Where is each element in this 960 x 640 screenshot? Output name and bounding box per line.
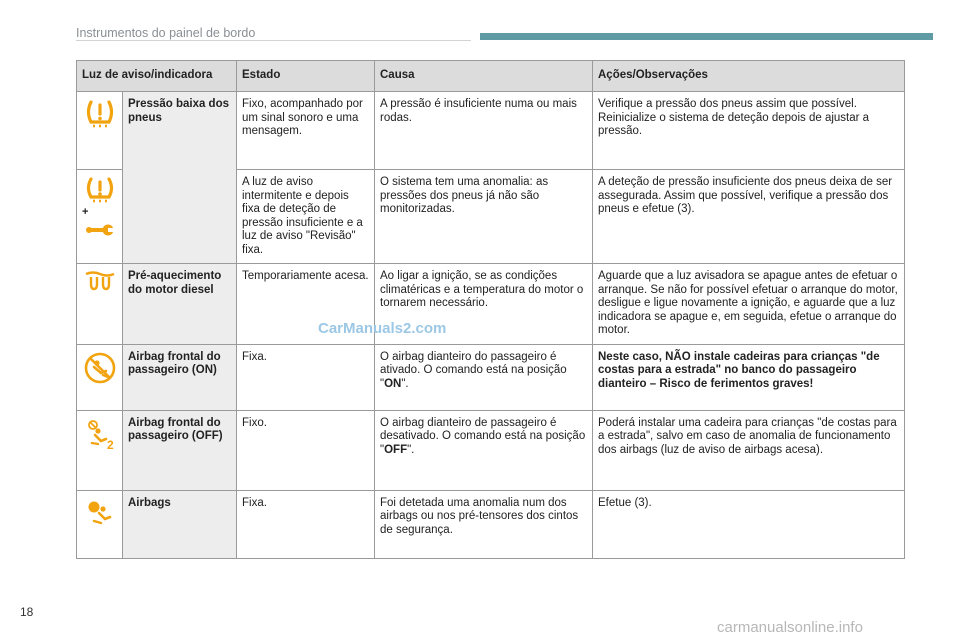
plus-sign: + bbox=[82, 206, 89, 218]
icon-cell bbox=[77, 490, 123, 558]
table-row bbox=[77, 92, 905, 170]
passenger-airbag-on-icon bbox=[83, 351, 117, 385]
tyre-pressure-warning-icon bbox=[83, 176, 117, 204]
warning-name: Airbag frontal do passageiro (ON) bbox=[123, 344, 237, 410]
tyre-pressure-warning-icon bbox=[83, 98, 117, 130]
table-row bbox=[77, 344, 905, 410]
icon-cell bbox=[77, 170, 123, 264]
cause-cell: Foi detetada uma anomalia num dos airbags ou nos pré-tensores dos cintos de segurança. bbox=[375, 490, 593, 558]
column-header-actions: Ações/Observações bbox=[593, 61, 905, 92]
action-cell: Neste caso, NÃO instale cadeiras para crianças "de costas para a estrada" no banco do passageiro dianteiro – Risco de ferimentos graves! bbox=[593, 344, 905, 410]
icon-cell bbox=[77, 92, 123, 170]
page-number: 18 bbox=[20, 605, 34, 619]
cause-text-end: ". bbox=[401, 377, 409, 390]
cause-text: O airbag dianteiro do passageiro é ativado. O comando está na posição " bbox=[380, 350, 567, 390]
state-cell: A luz de aviso intermitente e depois fixa de deteção de pressão insuficiente e a luz de aviso "Revisão" fixa. bbox=[237, 170, 375, 264]
column-header-cause: Causa bbox=[375, 61, 593, 92]
state-cell: Fixa. bbox=[237, 344, 375, 410]
airbag-warning-icon bbox=[83, 497, 117, 529]
icon-cell bbox=[77, 344, 123, 410]
warning-name: Airbag frontal do passageiro (OFF) bbox=[123, 410, 237, 490]
table-row bbox=[77, 264, 905, 345]
warning-name: Pressão baixa dos pneus bbox=[123, 92, 237, 264]
diesel-preheating-icon bbox=[83, 270, 117, 292]
wrench-service-icon bbox=[85, 221, 115, 239]
state-cell: Fixo, acompanhado por um sinal sonoro e uma mensagem. bbox=[237, 92, 375, 170]
column-header-state: Estado bbox=[237, 61, 375, 92]
warning-lights-table bbox=[76, 60, 905, 559]
airbag-digit: 2 bbox=[106, 437, 114, 451]
cause-text: O airbag dianteiro de passageiro é desativado. O comando está na posição " bbox=[380, 416, 586, 456]
cause-cell bbox=[375, 410, 593, 490]
cause-text-bold: OFF bbox=[384, 443, 408, 456]
watermark-link[interactable]: CarManuals2.com bbox=[318, 320, 447, 337]
cause-cell bbox=[375, 344, 593, 410]
action-cell: Verifique a pressão dos pneus assim que possível. Reinicialize o sistema de deteção depois de ajustar a pressão. bbox=[593, 92, 905, 170]
header-accent-bar bbox=[480, 33, 933, 40]
table-row bbox=[77, 410, 905, 490]
cause-cell: O sistema tem uma anomalia: as pressões dos pneus já não são monitorizadas. bbox=[375, 170, 593, 264]
warning-name: Airbags bbox=[123, 490, 237, 558]
action-cell: Efetue (3). bbox=[593, 490, 905, 558]
cause-text-bold: ON bbox=[384, 377, 402, 390]
warning-name: Pré-aquecimento do motor diesel bbox=[123, 264, 237, 345]
header-rule bbox=[76, 40, 471, 41]
state-cell: Fixa. bbox=[237, 490, 375, 558]
table-row bbox=[77, 490, 905, 558]
passenger-airbag-off-icon bbox=[83, 417, 117, 451]
table-header-row bbox=[77, 61, 905, 92]
state-cell: Fixo. bbox=[237, 410, 375, 490]
page-header-title: Instrumentos do painel de bordo bbox=[76, 26, 256, 40]
icon-cell bbox=[77, 410, 123, 490]
cause-text-end: ". bbox=[407, 443, 415, 456]
icon-cell bbox=[77, 264, 123, 345]
watermark-footer: carmanualsonline.info bbox=[717, 619, 863, 636]
action-cell: A deteção de pressão insuficiente dos pneus deixa de ser assegurada. Assim que possível, verifique a pressão dos pneus e efetue (3). bbox=[593, 170, 905, 264]
cause-cell: A pressão é insuficiente numa ou mais rodas. bbox=[375, 92, 593, 170]
state-cell: Temporariamente acesa. bbox=[237, 264, 375, 345]
column-header-light: Luz de aviso/indicadora bbox=[77, 61, 237, 92]
cause-cell: Ao ligar a ignição, se as condições climatéricas e a temperatura do motor o tornarem necessário. bbox=[375, 264, 593, 345]
action-cell: Aguarde que a luz avisadora se apague antes de efetuar o arranque. Se não for possível efetuar o arranque do motor, desligue e ligue novamente a ignição, e aguarde que a luz indicadora se apague e, em seguida, efetue o arranque do motor. bbox=[593, 264, 905, 345]
action-cell: Poderá instalar uma cadeira para crianças "de costas para a estrada", salvo em caso de anomalia de funcionamento dos airbags (luz de aviso de airbags acesa). bbox=[593, 410, 905, 490]
